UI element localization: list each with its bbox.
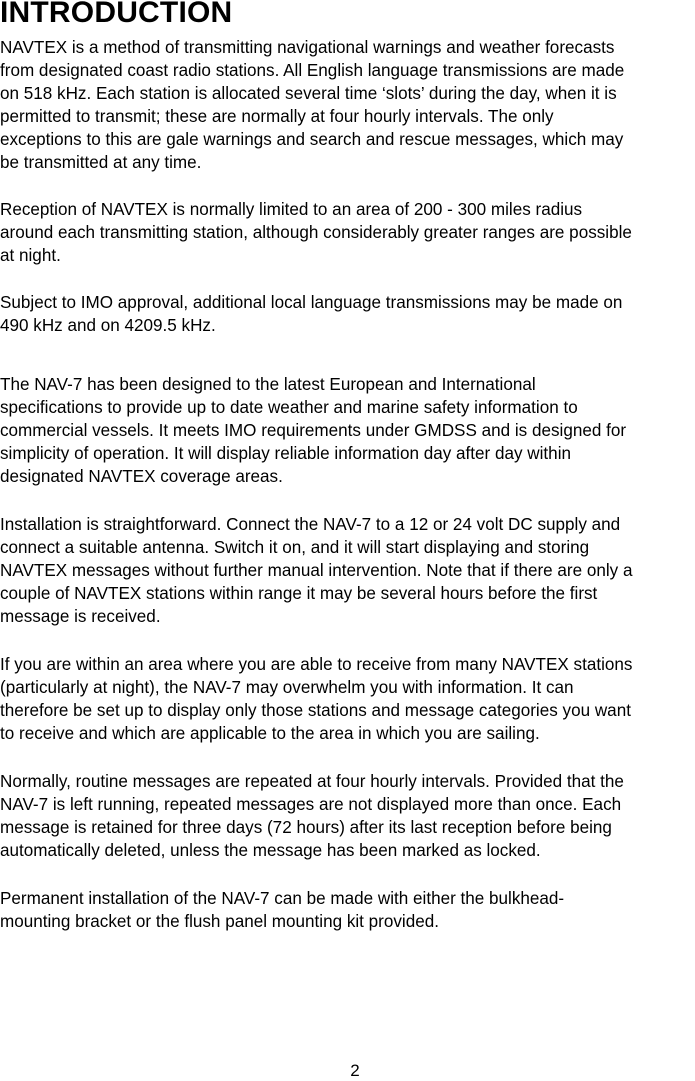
paragraph-permanent-installation	[0, 888, 695, 934]
paragraph-line: connect a suitable antenna. Switch it on, and it will start displaying and storing	[0, 537, 590, 557]
paragraph-line: Permanent installation of the NAV-7 can be made with either the bulkhead-	[0, 889, 565, 908]
paragraph-nav7-design	[0, 374, 695, 489]
paragraph-line: be transmitted at any time.	[0, 152, 202, 172]
paragraph-line: Installation is straightforward. Connect the NAV-7 to a 12 or 24 volt DC supply and	[0, 515, 621, 534]
paragraph-line: NAV-7 is left running, repeated messages are not displayed more than once. Each	[0, 794, 622, 814]
paragraph-line: NAVTEX is a method of transmitting navigational warnings and weather forecasts	[0, 38, 615, 57]
paragraph-line: exceptions to this are gale warnings and search and rescue messages, which may	[0, 129, 624, 149]
paragraph-line: automatically deleted, unless the message has been marked as locked.	[0, 840, 541, 860]
paragraph-line: on 518 kHz. Each station is allocated several time ‘slots’ during the day, when it is	[0, 83, 617, 103]
paragraph-line: couple of NAVTEX stations within range it may be several hours before the first	[0, 583, 598, 603]
paragraph-line: mounting bracket or the flush panel mounting kit provided.	[0, 911, 439, 931]
paragraph-imo-approval	[0, 292, 695, 338]
paragraph-line: The NAV-7 has been designed to the latest European and International	[0, 375, 536, 394]
paragraph-line: Reception of NAVTEX is normally limited to an area of 200 - 300 miles radius	[0, 200, 583, 219]
paragraph-line: permitted to transmit; these are normally at four hourly intervals. The only	[0, 106, 554, 126]
page-number: 2	[350, 1061, 360, 1080]
page-title: INTRODUCTION	[0, 0, 233, 29]
paragraph-line: NAVTEX messages without further manual intervention. Note that if there are only a	[0, 560, 633, 580]
paragraph-line: (particularly at night), the NAV-7 may overwhelm you with information. It can	[0, 677, 574, 697]
paragraph-line: to receive and which are applicable to the area in which you are sailing.	[0, 723, 540, 743]
paragraph-repeated-messages	[0, 771, 695, 863]
paragraph-line: message is retained for three days (72 hours) after its last reception before being	[0, 817, 612, 837]
paragraph-line: designated NAVTEX coverage areas.	[0, 466, 283, 486]
paragraph-line: around each transmitting station, although considerably greater ranges are possible	[0, 222, 632, 242]
paragraph-many-stations	[0, 654, 695, 746]
paragraph-navtex-method	[0, 37, 695, 174]
paragraph-line: If you are within an area where you are able to receive from many NAVTEX stations	[0, 655, 633, 674]
paragraph-line: commercial vessels. It meets IMO requirements under GMDSS and is designed for	[0, 420, 627, 440]
paragraph-reception	[0, 199, 695, 268]
paragraph-line: 490 kHz and on 4209.5 kHz.	[0, 315, 216, 335]
paragraph-line: specifications to provide up to date weather and marine safety information to	[0, 397, 578, 417]
paragraph-line: Normally, routine messages are repeated at four hourly intervals. Provided that the	[0, 772, 624, 791]
paragraph-line: message is received.	[0, 606, 161, 626]
paragraph-line: therefore be set up to display only those stations and message categories you want	[0, 700, 631, 720]
paragraph-line: at night.	[0, 245, 61, 265]
paragraph-line: simplicity of operation. It will display reliable information day after day within	[0, 443, 571, 463]
paragraph-line: Subject to IMO approval, additional local language transmissions may be made on	[0, 293, 623, 312]
paragraph-installation	[0, 514, 695, 629]
paragraph-line: from designated coast radio stations. All English language transmissions are made	[0, 60, 625, 80]
